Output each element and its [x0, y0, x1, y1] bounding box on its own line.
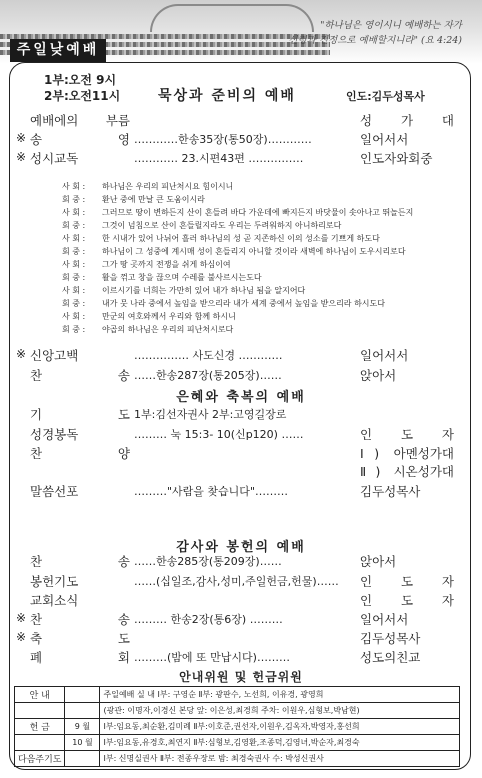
litany-text: 하나님은 우리의 피난처시요 힘이시니: [102, 182, 234, 191]
service-times: [44, 72, 120, 104]
litany-row: [62, 219, 452, 232]
order-detail: …………한송35장(통50장)…………: [134, 133, 312, 146]
order-label: 기 도: [30, 407, 130, 422]
notice-row-text: Ⅰ부:임요동,유경호,최연지 Ⅱ부:심형보,김영환,조종덕,김영녀,박순자,최경숙: [100, 735, 460, 751]
litany-speaker: 회 중 :: [62, 221, 86, 230]
order-row: [16, 552, 446, 572]
order-person: 앉아서: [360, 554, 397, 569]
litany-row: [62, 180, 452, 193]
order-label: 폐 회: [30, 650, 130, 665]
order-detail: ……… 눅 15:3- 10(신p120) ……: [134, 428, 304, 441]
notice-row: [15, 735, 460, 751]
order-row: [16, 462, 454, 482]
order-label: 말씀선포: [30, 484, 79, 499]
order-label: 봉헌기도: [30, 574, 79, 589]
order-label: 신앙고백: [30, 348, 79, 363]
litany-row: [62, 193, 452, 206]
order-person: 김두성목사: [360, 631, 421, 646]
order-row: [16, 482, 446, 502]
litany-text: 만군의 여호와께서 우리와 함께 하시니: [102, 312, 236, 321]
litany-speaker: 사 회 :: [62, 208, 86, 217]
order-row: [16, 425, 454, 445]
order-label: 찬 송: [30, 554, 130, 569]
notice-row: [15, 687, 460, 703]
header-verse: [212, 18, 462, 48]
order-person: 인 도 자: [360, 574, 454, 589]
order-label: 성시교독: [30, 151, 79, 166]
order-person: 일어서서: [360, 612, 409, 627]
order-label: 송 영: [30, 132, 130, 147]
order-row: [16, 629, 446, 649]
order-label: 교회소식: [30, 593, 79, 608]
litany-row: [62, 310, 452, 323]
order-person: 인 도 자: [360, 427, 454, 442]
notice-row-text: 주일예배 실 내 Ⅰ부: 구영순 Ⅱ부: 광판수, 노선희, 이유경, 광영희: [100, 687, 460, 703]
litany-text: 하나님이 그 성중에 계시매 성이 흔들리지 아니할 것이라 새벽에 하나님이 도우시리로다: [102, 247, 406, 256]
order-person: 성 가 대: [360, 113, 454, 128]
order-label: 찬 양: [30, 446, 130, 461]
order-row: [16, 648, 446, 668]
notice-row-sub: [65, 703, 100, 719]
required-mark: ※: [16, 630, 27, 644]
litany-speaker: 회 중 :: [62, 247, 86, 256]
litany-text: 그가 땅 곳까지 전쟁을 쉬게 하심이여: [102, 260, 231, 269]
litany-row: [62, 232, 452, 245]
order-person: 인도자와회중: [360, 151, 433, 166]
responsive-reading: [62, 180, 452, 336]
part3-title: 감사와 봉헌의 예배: [176, 540, 306, 555]
order-row: [16, 591, 454, 611]
notice-row-head: 다음주기도: [15, 751, 65, 767]
litany-text: 그러므로 땅이 변하든지 산이 흔들려 바다 가운데에 빠지든지 바닷물이 솟아나고 뛰놀든지: [102, 208, 414, 217]
litany-text: 야곱의 하나님은 우리의 피난처시로다: [102, 325, 234, 334]
service-leader: 인도:김두성목사: [346, 90, 425, 103]
litany-speaker: 사 회 :: [62, 312, 86, 321]
order-label: 성경봉독: [30, 427, 79, 442]
first-service-time: 1부:오전 9시: [44, 73, 117, 87]
order-detail: ………"사람을 찾습니다"………: [134, 485, 288, 498]
order-detail: ……한송285장(통209장)……: [134, 555, 282, 568]
required-mark: ※: [16, 150, 27, 164]
order-person: Ⅰ) 아멘성가대: [360, 446, 454, 461]
order-row: [16, 405, 446, 425]
order-detail: ……(십일조,감사,성미,주일헌금,헌물)……: [134, 575, 339, 588]
verse-line-2: 신령과 진정으로 예배할지니라" (요 4:24): [288, 35, 462, 46]
litany-row: [62, 297, 452, 310]
order-row: [16, 572, 454, 592]
litany-speaker: 회 중 :: [62, 299, 86, 308]
order-person: 김두성목사: [360, 484, 421, 499]
notice-row-head: 헌 금: [15, 719, 65, 735]
order-row: [16, 346, 446, 366]
notice-row-text: Ⅰ부: 신명실권사 Ⅱ부: 전종우장로 밤: 최경숙권사 수: 박성신권사: [100, 751, 460, 767]
order-label: 찬 송: [30, 612, 130, 627]
required-mark: ※: [16, 347, 27, 361]
litany-row: [62, 284, 452, 297]
required-mark: ※: [16, 611, 27, 625]
notice-row: [15, 719, 460, 735]
notice-row-text: Ⅰ부:임요동,최순환,김미례 Ⅱ부:이호준,권선자,이원우,김옥자,박영자,홍선희: [100, 719, 460, 735]
litany-speaker: 회 중 :: [62, 273, 86, 282]
order-person: 일어서서: [360, 132, 409, 147]
order-detail: ………(밤에 또 만납시다)………: [134, 651, 290, 664]
part2-title: 은혜와 축복의 예배: [176, 390, 306, 405]
notice-row-head: [15, 703, 65, 719]
litany-text: 그것이 넘침으로 산이 흔들릴지라도 우리는 두려워하지 아니하리로다: [102, 221, 342, 230]
order-detail: 1부:김선자권사 2부:고영길장로: [134, 408, 287, 421]
order-detail: ……한송287장(통205장)……: [134, 369, 282, 382]
notice-table: [14, 686, 460, 767]
litany-speaker: 사 회 :: [62, 234, 86, 243]
order-detail: ……… 한송2장(통6장) ………: [134, 613, 283, 626]
section-title: 주일낮예배: [10, 39, 106, 62]
order-row: [16, 610, 446, 630]
notice-row-head: 안 내: [15, 687, 65, 703]
order-person: 일어서서: [360, 348, 409, 363]
notice-row: [15, 703, 460, 719]
verse-line-1: "하나님은 영이시니 예배하는 자가: [320, 20, 462, 31]
litany-row: [62, 323, 452, 336]
notice-row-head: [15, 735, 65, 751]
litany-speaker: 회 중 :: [62, 325, 86, 334]
order-row: [16, 130, 446, 150]
notice-row-sub: 9 월: [65, 719, 100, 735]
order-row: [16, 366, 446, 386]
litany-text: 이르시기를 너희는 가만히 있어 내가 하나님 됨을 알지어다: [102, 286, 306, 295]
order-person: 앉아서: [360, 368, 397, 383]
litany-speaker: 사 회 :: [62, 260, 86, 269]
notice-row-sub: [65, 687, 100, 703]
order-label: 축 도: [30, 631, 130, 646]
notice-row-sub: 10 월: [65, 735, 100, 751]
litany-row: [62, 258, 452, 271]
litany-speaker: 회 중 :: [62, 195, 86, 204]
second-service-time: 2부:오전11시: [44, 89, 121, 103]
order-person: 인 도 자: [360, 593, 454, 608]
litany-row: [62, 245, 452, 258]
notice-row-sub: [65, 751, 100, 767]
litany-row: [62, 206, 452, 219]
notice-title: 안내위원 및 헌금위원: [179, 670, 303, 684]
order-row: [16, 149, 446, 169]
order-person: Ⅱ) 시온성가대: [360, 464, 454, 479]
notice-row: [15, 751, 460, 767]
required-mark: ※: [16, 131, 27, 145]
litany-text: 활을 꺾고 창을 끊으며 수레를 불사르시는도다: [102, 273, 262, 282]
order-person: 성도의친교: [360, 650, 421, 665]
notice-row-text: (광관: 이명자,이경신 본당 앞: 이은성,최경희 주차: 이원우,심형보,박남현): [100, 703, 460, 719]
litany-row: [62, 271, 452, 284]
order-label: 찬 송: [30, 368, 130, 383]
order-row: [16, 111, 454, 131]
litany-text: 내가 뭇 나라 중에서 높임을 받으리라 내가 세계 중에서 높임을 받으리라 하시도다: [102, 299, 385, 308]
litany-text: 한 시내가 있어 나뉘어 흘러 하나님의 성 곧 지존하신 이의 성소를 기쁘게 하도다: [102, 234, 380, 243]
order-label: 예배에의 부름: [30, 113, 130, 128]
part1-title: 묵상과 준비의 예배: [158, 88, 296, 104]
order-row: [16, 444, 454, 464]
order-detail: ………… 23.시편43편 ……………: [134, 152, 304, 165]
litany-text: 환난 중에 만날 큰 도움이시라: [102, 195, 205, 204]
order-detail: …………… 사도신경 …………: [134, 349, 283, 362]
litany-speaker: 사 회 :: [62, 182, 86, 191]
litany-speaker: 사 회 :: [62, 286, 86, 295]
